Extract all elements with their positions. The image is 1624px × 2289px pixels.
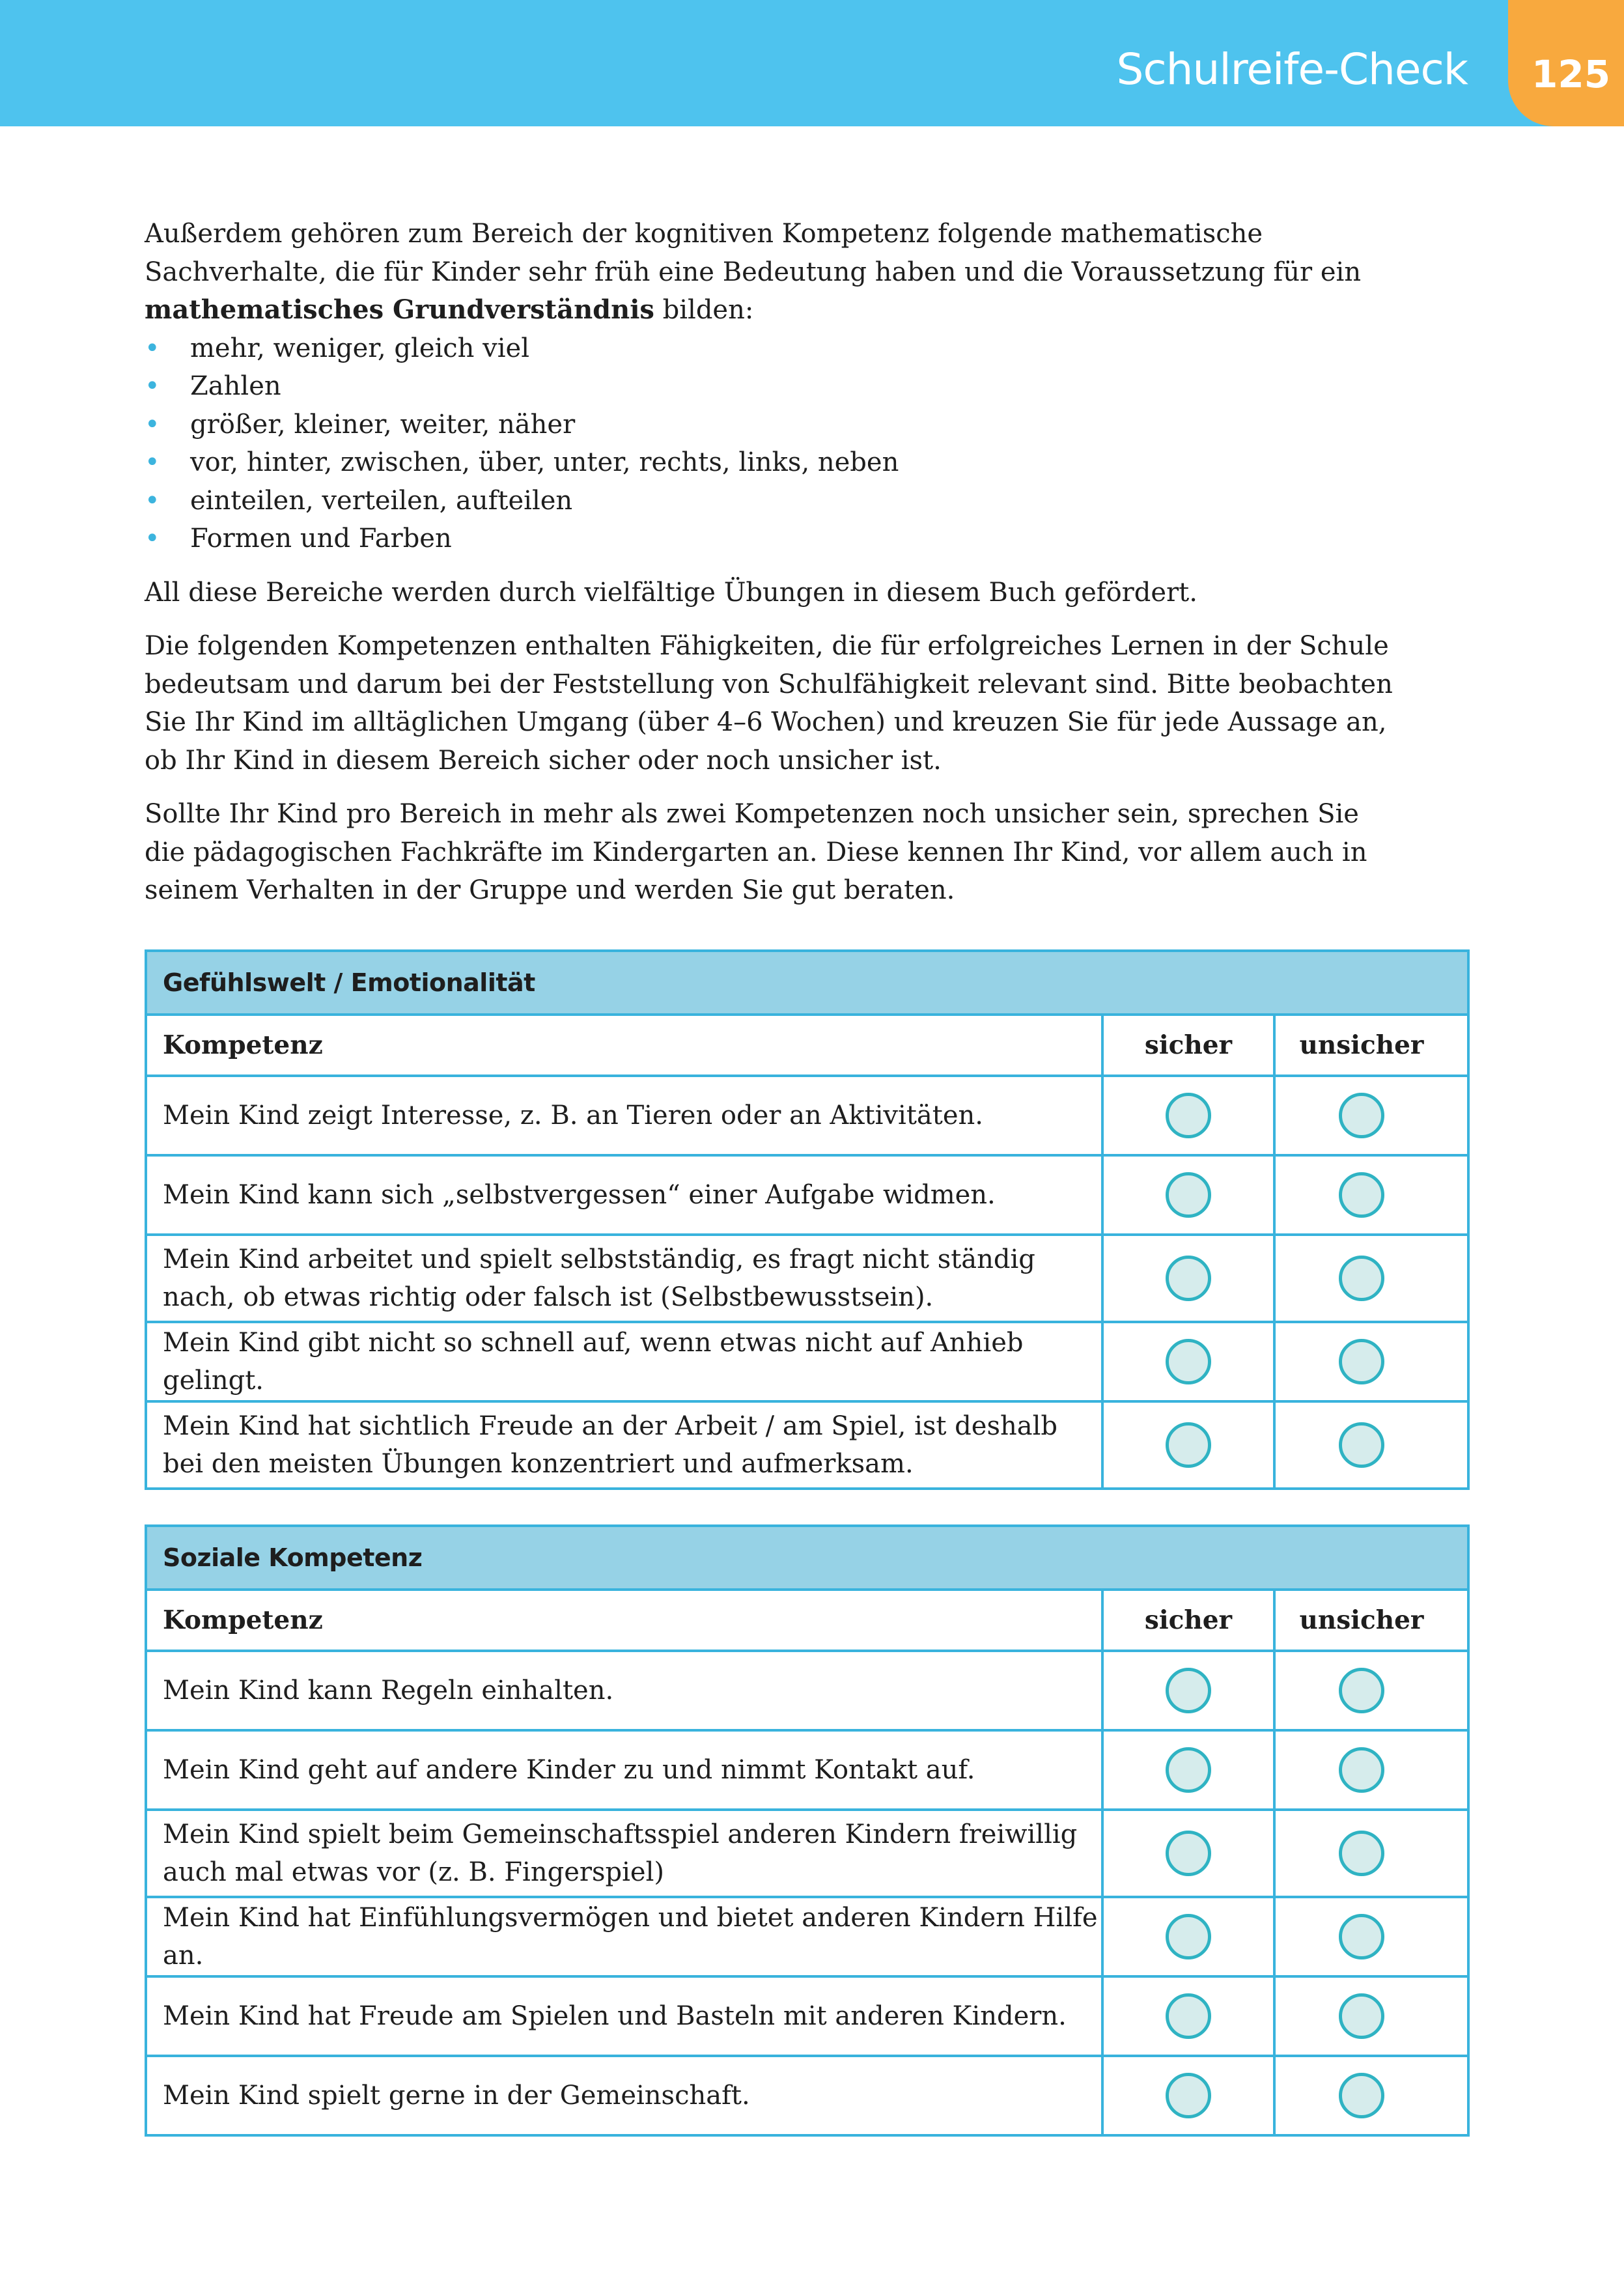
list-item-text: mehr, weniger, gleich viel [190,333,530,363]
list-item-text: vor, hinter, zwischen, über, unter, rechts, links, neben [190,447,899,477]
table-row [147,1233,1467,1321]
table-row [147,1400,1467,1487]
unsicher-checkbox[interactable] [1339,1172,1384,1218]
unsicher-cell [1276,1323,1448,1400]
competence-text: Mein Kind gibt nicht so schnell auf, wenn etwas nicht auf Anhieb gelingt. [147,1323,1104,1400]
column-header-unsicher: unsicher [1299,1030,1424,1060]
paragraph-2: All diese Bereiche werden durch vielfältige Übungen in diesem Buch gefördert. [145,577,1197,608]
unsicher-checkbox[interactable] [1339,1256,1384,1301]
table-row [147,1975,1467,2055]
sicher-checkbox[interactable] [1166,1093,1211,1138]
sicher-cell [1104,1811,1276,1896]
intro-paragraph [145,215,1395,330]
list-item [145,482,1395,520]
unsicher-checkbox[interactable] [1339,1422,1384,1468]
bullet-icon: • [145,447,160,477]
intro-text [145,215,1395,925]
page-header [0,0,1624,126]
competence-text: Mein Kind hat Freude am Spielen und Basteln mit anderen Kindern. [147,1978,1104,2055]
unsicher-checkbox[interactable] [1339,1914,1384,1959]
list-item-text: Formen und Farben [190,524,452,554]
competence-text: Mein Kind hat sichtlich Freude an der Arbeit / am Spiel, ist deshalb bei den meisten Übungen konzentriert und aufmerksam. [147,1403,1104,1487]
sicher-checkbox[interactable] [1166,1747,1211,1793]
page-number: 125 [1532,52,1611,96]
list-item [145,406,1395,444]
sicher-cell [1104,1403,1276,1487]
unsicher-cell [1276,1077,1448,1154]
table-row [147,1808,1467,1896]
sicher-checkbox[interactable] [1166,1668,1211,1713]
unsicher-checkbox[interactable] [1339,2073,1384,2118]
list-item [145,367,1395,406]
competence-text: Mein Kind arbeitet und spielt selbstständig, es fragt nicht ständig nach, ob etwas richtig oder falsch ist (Selbstbewusstsein). [147,1236,1104,1321]
intro-paragraph-end: bilden: [654,295,754,325]
table-row [147,1074,1467,1154]
paragraph-3: Die folgenden Kompetenzen enthalten Fähigkeiten, die für erfolgreiches Lernen in der Schule bedeutsam und darum bei der Feststellung von Schulfähigkeit relevant sind. Bitte beobachten Sie Ihr Kind im alltäglichen Umgang (über 4–6 Wochen) und kreuzen Sie für jede Aussage an, ob Ihr Kind in diesem Bereich sicher oder noch unsicher ist. [145,631,1393,776]
unsicher-checkbox[interactable] [1339,1993,1384,2039]
competence-text: Mein Kind spielt beim Gemeinschaftsspiel anderen Kindern freiwillig auch mal etwas vor (z. B. Fingerspiel) [147,1811,1104,1896]
list-item [145,330,1395,368]
sicher-checkbox[interactable] [1166,1993,1211,2039]
unsicher-cell [1276,1157,1448,1233]
sicher-cell [1104,1157,1276,1233]
competence-text: Mein Kind kann Regeln einhalten. [147,1652,1104,1729]
competence-text: Mein Kind hat Einfühlungsvermögen und bietet anderen Kindern Hilfe an. [147,1898,1104,1975]
sicher-checkbox[interactable] [1166,1339,1211,1384]
list-item [145,443,1395,482]
unsicher-checkbox[interactable] [1339,1747,1384,1793]
bullet-icon: • [145,371,160,401]
section-title: Schulreife-Check [1116,44,1468,94]
competence-text: Mein Kind zeigt Interesse, z. B. an Tieren oder an Aktivitäten. [147,1077,1104,1154]
column-header-sicher: sicher [1104,1591,1276,1650]
unsicher-checkbox[interactable] [1339,1093,1384,1138]
column-header-sicher: sicher [1104,1016,1276,1074]
table-row [147,1154,1467,1233]
sicher-checkbox[interactable] [1166,2073,1211,2118]
page-number-tab [1508,0,1624,126]
sicher-checkbox[interactable] [1166,1422,1211,1468]
sicher-cell [1104,1978,1276,2055]
sicher-cell [1104,1732,1276,1808]
unsicher-cell [1276,1978,1448,2055]
bullet-icon: • [145,485,160,516]
sicher-cell [1104,1652,1276,1729]
column-header-kompetenz: Kompetenz [147,1591,1104,1650]
table-row [147,2055,1467,2134]
unsicher-checkbox[interactable] [1339,1831,1384,1876]
unsicher-checkbox[interactable] [1339,1668,1384,1713]
intro-paragraph-bold: mathematisches Grundverständnis [145,294,654,325]
unsicher-checkbox[interactable] [1339,1339,1384,1384]
competence-table-emotional [145,949,1470,1490]
list-item-text: einteilen, verteilen, aufteilen [190,485,573,516]
table-row [147,1321,1467,1400]
sicher-cell [1104,1077,1276,1154]
sicher-checkbox[interactable] [1166,1914,1211,1959]
table-row [147,1650,1467,1729]
math-topics-list [145,330,1395,558]
column-header-kompetenz: Kompetenz [147,1016,1104,1074]
table-row [147,1729,1467,1808]
unsicher-cell [1276,2057,1448,2134]
unsicher-cell [1276,1236,1448,1321]
intro-paragraph-start: Außerdem gehören zum Bereich der kognitiven Kompetenz folgende mathematische Sachverhalte, die für Kinder sehr früh eine Bedeutung haben und die Voraussetzung für ein [145,219,1362,287]
column-header-unsicher: unsicher [1299,1605,1424,1635]
sicher-checkbox[interactable] [1166,1831,1211,1876]
unsicher-cell [1276,1403,1448,1487]
sicher-checkbox[interactable] [1166,1172,1211,1218]
bullet-icon: • [145,333,160,363]
table-title: Gefühlswelt / Emotionalität [147,952,1467,1016]
table-header-row [147,1591,1467,1650]
unsicher-cell [1276,1732,1448,1808]
bullet-icon: • [145,524,160,554]
paragraph-4: Sollte Ihr Kind pro Bereich in mehr als zwei Kompetenzen noch unsicher sein, sprechen Sie die pädagogischen Fachkräfte im Kindergarten an. Diese kennen Ihr Kind, vor allem auch in seinem Verhalten in der Gruppe und werden Sie gut beraten. [145,799,1367,905]
sicher-cell [1104,1323,1276,1400]
bullet-icon: • [145,409,160,440]
table-header-row [147,1016,1467,1074]
sicher-cell [1104,1898,1276,1975]
sicher-checkbox[interactable] [1166,1256,1211,1301]
list-item-text: Zahlen [190,371,281,401]
competence-table-social [145,1524,1470,2137]
unsicher-cell [1276,1811,1448,1896]
sicher-cell [1104,2057,1276,2134]
competence-text: Mein Kind geht auf andere Kinder zu und nimmt Kontakt auf. [147,1732,1104,1808]
list-item-text: größer, kleiner, weiter, näher [190,409,576,440]
competence-text: Mein Kind kann sich „selbstvergessen“ einer Aufgabe widmen. [147,1157,1104,1233]
unsicher-cell [1276,1898,1448,1975]
unsicher-cell [1276,1652,1448,1729]
table-row [147,1896,1467,1975]
table-title: Soziale Kompetenz [147,1527,1467,1591]
sicher-cell [1104,1236,1276,1321]
competence-text: Mein Kind spielt gerne in der Gemeinschaft. [147,2057,1104,2134]
list-item [145,520,1395,558]
